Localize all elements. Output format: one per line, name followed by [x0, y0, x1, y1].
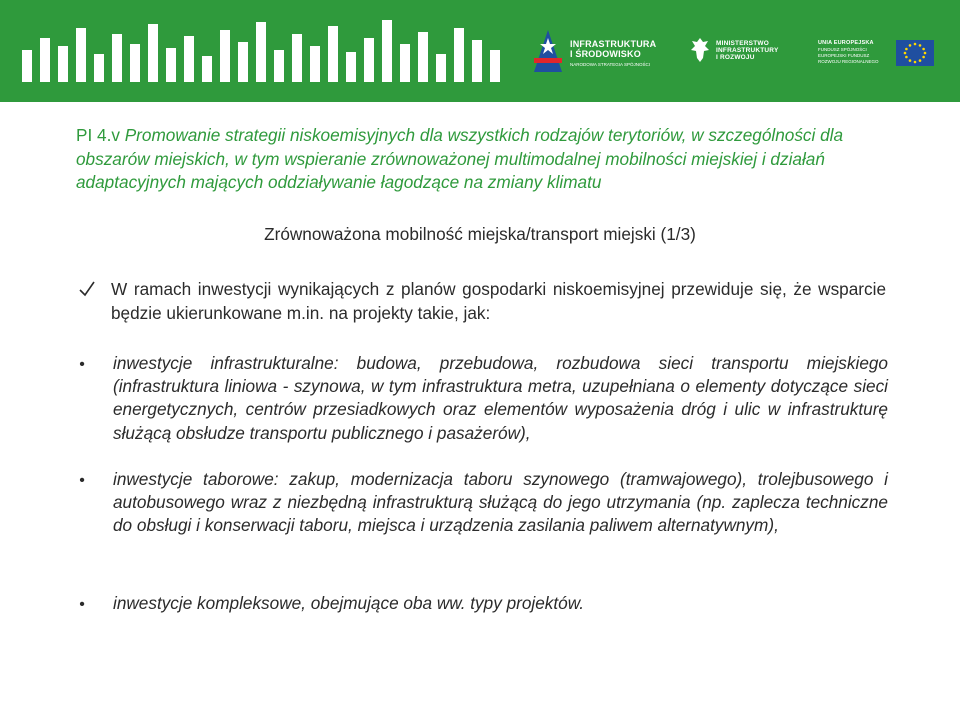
logo-infrastruktura-line1: INFRASTRUKTURA: [570, 39, 657, 49]
logo-ministerstwo-line3: I ROZWOJU: [716, 54, 755, 61]
intro-paragraph-text: W ramach inwestycji wynikających z planów gospodarki niskoemisyjnej przewiduje się, że wsparcie będzie ukierunkowane m.in. na projekty takie, jak:: [111, 279, 886, 323]
bullet-icon: •: [79, 356, 85, 373]
check-icon: [78, 280, 96, 298]
unia-europejska-logo: [818, 26, 948, 76]
list-item-text: inwestycje taborowe: zakup, modernizacja taboru szynowego (tramwajowego), trolejbusowego i autobusowego wraz z niezbędną infrastrukturą służącą do jego utrzymania (np. zaplecza techniczne do obsługi i konserwacji taboru, miejsca i urządzenia zasilania paliwem alternatywnym),: [113, 469, 888, 536]
eu-funds-star-icon: [530, 28, 566, 72]
infrastruktura-srodowisko-logo: [530, 26, 670, 76]
logo-infrastruktura-line2: I ŚRODOWISKO: [570, 49, 641, 59]
logo-eu-line2: FUNDUSZ SPÓJNOŚCI: [818, 47, 867, 52]
priority-description: Promowanie strategii niskoemisyjnych dla wszystkich rodzajów terytoriów, w szczególności dla obszarów miejskich, w tym wspieranie zrównoważonej multimodalnej mobilności miejskiej i działań adaptacyjnych mających oddziaływanie łagodzące na zmiany klimatu: [76, 125, 844, 192]
list-item: [76, 592, 888, 615]
list-item-text: inwestycje infrastrukturalne: budowa, przebudowa, rozbudowa sieci transportu miejskiego (infrastruktura liniowa - szynowa, w tym infrastruktura metra, uzupełniana o elementy dotyczące sieci energetycznych, centrów przesiadkowych oraz elementów wyposażenia dróg i ulic w infrastrukturę służącą obsłudze transportu publicznego i pasażerów),: [113, 353, 888, 443]
ministerstwo-logo: [690, 26, 800, 76]
priority-heading: [76, 124, 896, 195]
list-item: [76, 468, 888, 538]
header-banner: [0, 0, 960, 102]
decorative-bars-graphic: [0, 0, 520, 102]
logo-eu-line3: EUROPEJSKI FUNDUSZ: [818, 53, 870, 58]
logo-eu-line4: ROZWOJU REGIONALNEGO: [818, 59, 879, 64]
priority-code: PI 4.v: [76, 125, 125, 145]
eu-flag-icon: [896, 40, 934, 66]
logo-ministerstwo-line1: MINISTERSTWO: [716, 40, 769, 47]
section-subtitle: Zrównoważona mobilność miejska/transport miejski (1/3): [264, 224, 696, 244]
intro-paragraph: [78, 278, 886, 325]
list-item: [76, 352, 888, 445]
list-item-text: inwestycje kompleksowe, obejmujące oba ww. typy projektów.: [113, 593, 584, 613]
eagle-emblem-icon: [690, 36, 710, 64]
logo-ministerstwo-line2: INFRASTRUKTURY: [716, 47, 779, 54]
bullet-icon: •: [79, 596, 85, 613]
logo-eu-line1: UNIA EUROPEJSKA: [818, 40, 874, 46]
logo-infrastruktura-sub: NARODOWA STRATEGIA SPÓJNOŚCI: [570, 62, 651, 67]
bullet-icon: •: [79, 472, 85, 489]
